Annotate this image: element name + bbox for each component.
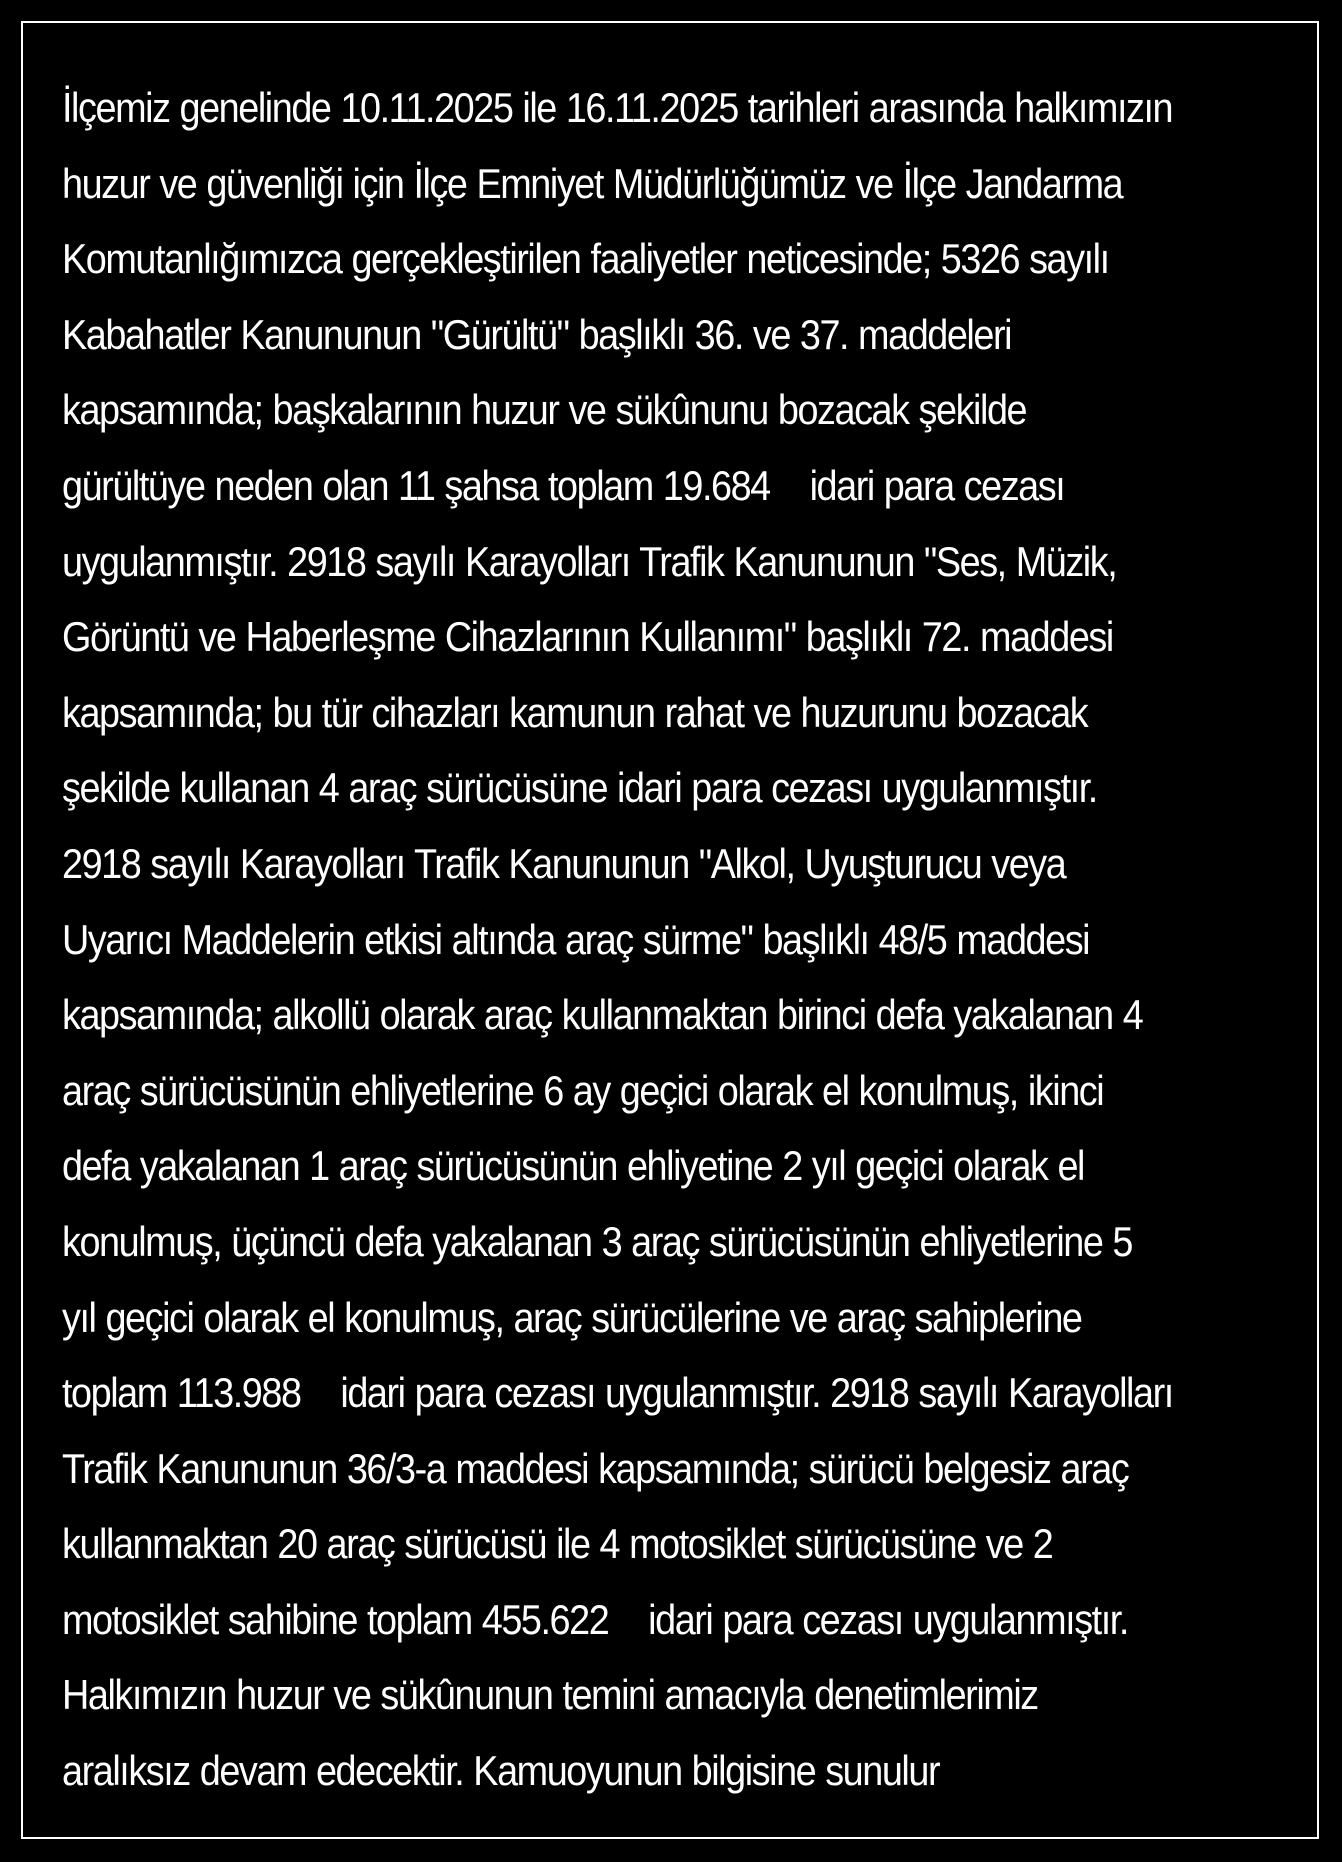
text-line: İlçemiz genelinde 10.11.2025 ile 16.11.2025 tarihleri arasında halkımızın (62, 84, 1173, 131)
text-line: kapsamında; başkalarının huzur ve sükûnunu bozacak şekilde (62, 386, 1027, 434)
text-line: Trafik Kanununun 36/3-a maddesi kapsamında; sürücü belgesiz araç (62, 1444, 1129, 1492)
text-line: uygulanmıştır. 2918 sayılı Karayolları Trafik Kanununun "Ses, Müzik, (62, 537, 1117, 585)
text-line: kullanmaktan 20 araç sürücüsü ile 4 motosiklet sürücüsüne ve 2 (62, 1520, 1053, 1568)
text-line: huzur ve güvenliği için İlçe Emniyet Müdürlüğümüz ve İlçe Jandarma (62, 159, 1123, 207)
text-line: Komutanlığımızca gerçekleştirilen faaliyetler neticesinde; 5326 sayılı (62, 235, 1109, 283)
announcement-text (62, 70, 1173, 1809)
text-line: Görüntü ve Haberleşme Cihazlarının Kullanımı" başlıklı 72. maddesi (62, 613, 1113, 661)
text-line: gürültüye neden olan 11 şahsa toplam 19.684 idari para cezası (62, 461, 1065, 509)
text-line: kapsamında; alkollü olarak araç kullanmaktan birinci defa yakalanan 4 (62, 991, 1143, 1039)
text-line: defa yakalanan 1 araç sürücüsünün ehliyetine 2 yıl geçici olarak el (62, 1142, 1084, 1190)
text-line: şekilde kullanan 4 araç sürücüsüne idari para cezası uygulanmıştır. (62, 764, 1097, 812)
text-line: araç sürücüsünün ehliyetlerine 6 ay geçici olarak el konulmuş, ikinci (62, 1066, 1104, 1114)
text-line: 2918 sayılı Karayolları Trafik Kanununun "Alkol, Uyuşturucu veya (62, 839, 1066, 887)
text-line: Uyarıcı Maddelerin etkisi altında araç sürme" başlıklı 48/5 maddesi (62, 915, 1090, 963)
text-line: konulmuş, üçüncü defa yakalanan 3 araç sürücüsünün ehliyetlerine 5 (62, 1217, 1133, 1265)
text-line: toplam 113.988 idari para cezası uygulanmıştır. 2918 sayılı Karayolları (62, 1369, 1173, 1417)
text-line: Kabahatler Kanununun "Gürültü" başlıklı 36. ve 37. maddeleri (62, 310, 1012, 358)
text-line: yıl geçici olarak el konulmuş, araç sürücülerine ve araç sahiplerine (62, 1293, 1082, 1341)
text-line: motosiklet sahibine toplam 455.622 idari para cezası uygulanmıştır. (62, 1595, 1128, 1643)
text-line: aralıksız devam edecektir. Kamuoyunun bilgisine sunulur (62, 1747, 940, 1795)
text-line: kapsamında; bu tür cihazları kamunun rahat ve huzurunu bozacak (62, 688, 1088, 736)
text-line: Halkımızın huzur ve sükûnunun temini amacıyla denetimlerimiz (62, 1671, 1038, 1719)
